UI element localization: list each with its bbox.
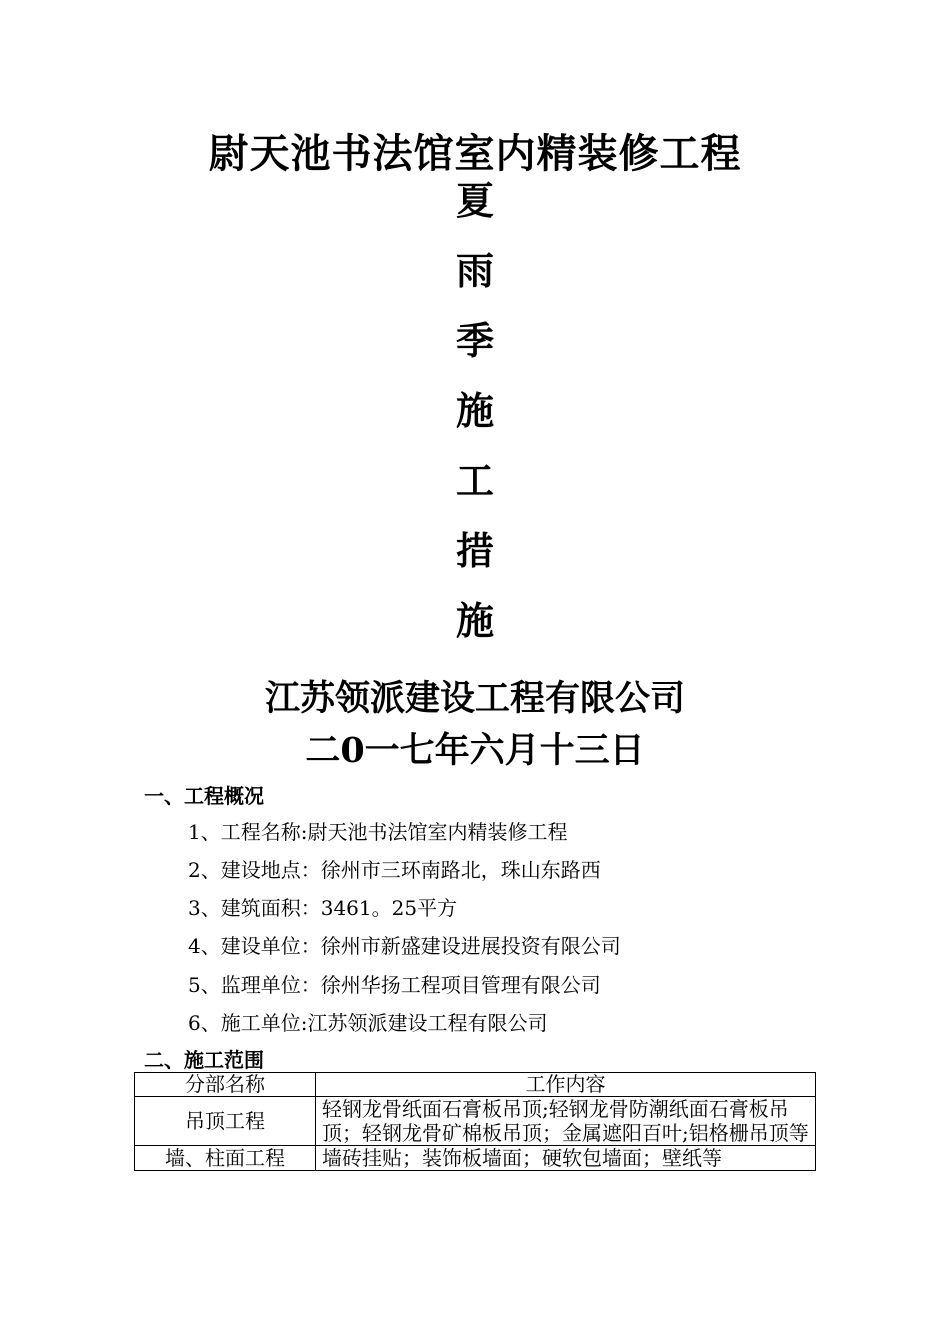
- table-cell: 吊顶工程: [135, 1097, 316, 1146]
- vertical-title-char: 施: [455, 598, 494, 643]
- company-name: 江苏领派建设工程有限公司: [264, 678, 685, 719]
- vertical-title-char: 季: [455, 318, 494, 363]
- overview-item: 1、工程名称:尉天池书法馆室内精装修工程: [188, 820, 568, 844]
- document-title: 尉天池书法馆室内精装修工程: [208, 130, 742, 177]
- section-heading-overview: 一、工程概况: [144, 784, 264, 808]
- overview-item: 2、建设地点：徐州市三环南路北，珠山东路西: [188, 858, 601, 882]
- table-row: [135, 1146, 816, 1171]
- table-header-cell: 分部名称: [135, 1073, 316, 1097]
- overview-item: 4、建设单位：徐州市新盛建设进展投资有限公司: [188, 934, 621, 958]
- overview-item: 5、监理单位：徐州华扬工程项目管理有限公司: [188, 973, 601, 997]
- section-heading-scope: 二、施工范围: [144, 1048, 264, 1072]
- table-header-row: [135, 1073, 816, 1097]
- vertical-title-char: 雨: [455, 248, 494, 293]
- vertical-title-char: 夏: [455, 178, 494, 223]
- vertical-title-char: 措: [455, 528, 494, 573]
- document-date: 二0一七年六月十三日: [305, 730, 645, 771]
- vertical-title-char: 工: [455, 458, 494, 503]
- table-header-cell: 工作内容: [316, 1073, 816, 1097]
- scope-table: [134, 1072, 816, 1171]
- table-cell: 墙砖挂贴；装饰板墙面；硬软包墙面；壁纸等: [316, 1146, 816, 1171]
- table-cell: 墙、柱面工程: [135, 1146, 316, 1171]
- overview-item: 3、建筑面积：3461。25平方: [188, 896, 458, 920]
- vertical-title-char: 施: [455, 388, 494, 433]
- table-row: [135, 1097, 816, 1146]
- table-cell: 轻钢龙骨纸面石膏板吊顶;轻钢龙骨防潮纸面石膏板吊顶；轻钢龙骨矿棉板吊顶；金属遮阳百叶;铝格栅吊顶等: [316, 1097, 816, 1146]
- overview-item: 6、施工单位:江苏领派建设工程有限公司: [188, 1011, 548, 1035]
